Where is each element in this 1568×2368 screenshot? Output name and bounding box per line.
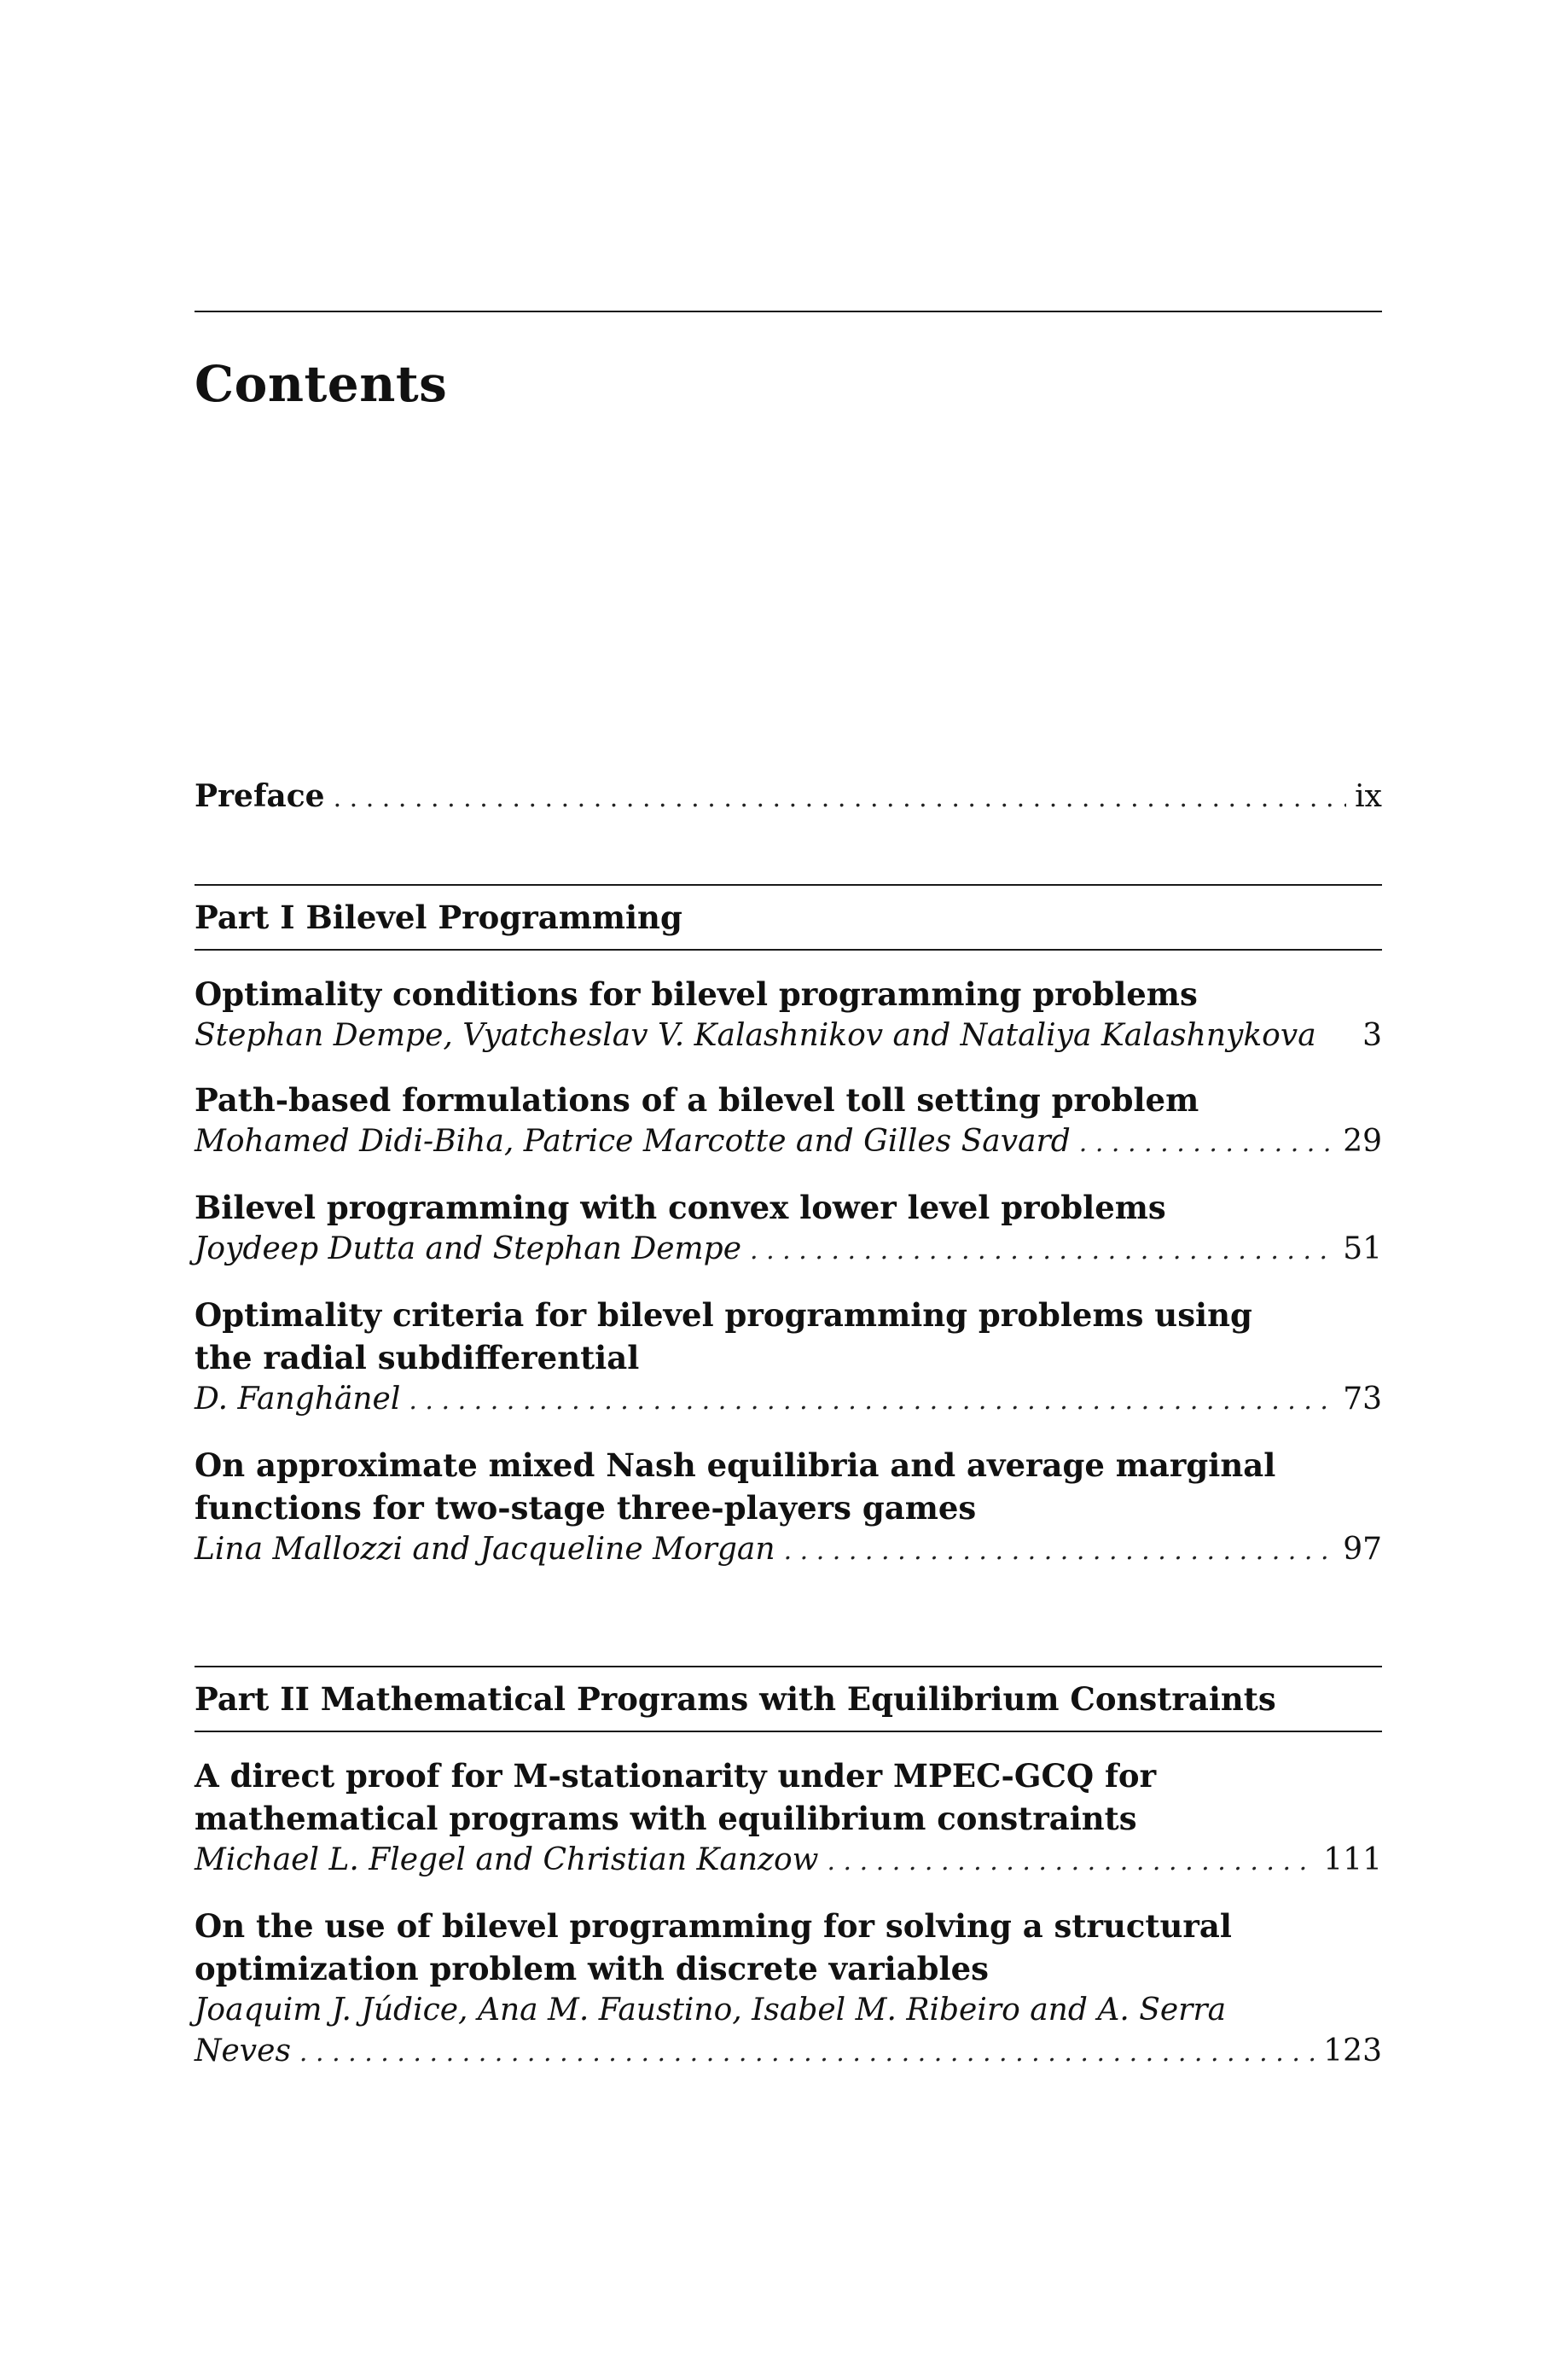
toc-entry[interactable]: [195, 1905, 1382, 2074]
entry-page: 29: [1343, 1124, 1382, 1159]
entry-title-continued: the radial subdifferential: [195, 1339, 640, 1376]
entry-page: 51: [1343, 1231, 1382, 1266]
dot-leader: [299, 2033, 1315, 2074]
toc-entry[interactable]: [195, 1754, 1382, 1882]
dot-leader: [750, 1231, 1334, 1271]
entry-page: 111: [1323, 1842, 1382, 1877]
entry-title: Bilevel programming with convex lower level problems: [195, 1189, 1166, 1226]
entry-title: Optimality conditions for bilevel programming problems: [195, 975, 1198, 1013]
part-1-rule-bottom: [195, 949, 1382, 951]
entry-title: A direct proof for M-stationarity under MPEC-GCQ for: [195, 1757, 1157, 1795]
preface-label: Preface: [195, 778, 325, 814]
part-2: [195, 1666, 1382, 2074]
part-2-rule-bottom: [195, 1731, 1382, 1732]
entry-authors: Stephan Dempe, Vyatcheslav V. Kalashnikov and Nataliya Kalashnykova: [195, 1018, 1316, 1053]
entry-page: 97: [1343, 1532, 1382, 1567]
entry-title: On the use of bilevel programming for solving a structural: [195, 1907, 1232, 1945]
entry-title-continued: functions for two-stage three-players games: [195, 1489, 977, 1527]
entry-title: Path-based formulations of a bilevel toll setting problem: [195, 1081, 1199, 1119]
entry-page: 123: [1323, 2033, 1382, 2068]
part-2-heading: Part II Mathematical Programs with Equilibrium Constraints: [195, 1680, 1276, 1718]
entry-authors: Joaquim J. Júdice, Ana M. Faustino, Isabel M. Ribeiro and A. Serra: [195, 1993, 1227, 2028]
preface-entry[interactable]: [195, 776, 1382, 819]
part-1: [195, 884, 1382, 1572]
part-1-heading: Part I Bilevel Programming: [195, 899, 682, 936]
toc-entry[interactable]: [195, 973, 1382, 1056]
toc-entry[interactable]: [195, 1186, 1382, 1271]
dot-leader: [784, 1531, 1335, 1572]
entry-title-continued: optimization problem with discrete variables: [195, 1950, 989, 1987]
entry-page: 73: [1343, 1382, 1382, 1417]
entry-authors: D. Fanghänel: [195, 1382, 401, 1417]
entry-title: Optimality criteria for bilevel programming problems using: [195, 1296, 1252, 1334]
entry-authors: Mohamed Didi-Biha, Patrice Marcotte and Gilles Savard: [195, 1124, 1071, 1159]
dot-leader: [409, 1381, 1334, 1422]
entry-authors: Lina Mallozzi and Jacqueline Morgan: [195, 1532, 775, 1567]
toc-entry[interactable]: [195, 1079, 1382, 1164]
top-rule: [195, 311, 1382, 312]
entry-authors-continued: Neves: [195, 2033, 291, 2068]
toc-entry[interactable]: [195, 1294, 1382, 1422]
page-title: Contents: [195, 355, 448, 413]
entry-authors: Joydeep Dutta and Stephan Dempe: [195, 1231, 742, 1266]
dot-leader: [827, 1841, 1315, 1882]
contents-page: [195, 311, 1382, 2068]
entry-authors: Michael L. Flegel and Christian Kanzow: [195, 1842, 819, 1877]
dot-leader: [334, 778, 1347, 819]
dot-leader: [1079, 1123, 1334, 1164]
entry-page: 3: [1362, 1018, 1382, 1053]
toc-entry[interactable]: [195, 1444, 1382, 1572]
entry-title-continued: mathematical programs with equilibrium constraints: [195, 1800, 1137, 1837]
entry-title: On approximate mixed Nash equilibria and average marginal: [195, 1446, 1276, 1484]
preface-page: ix: [1355, 779, 1382, 814]
